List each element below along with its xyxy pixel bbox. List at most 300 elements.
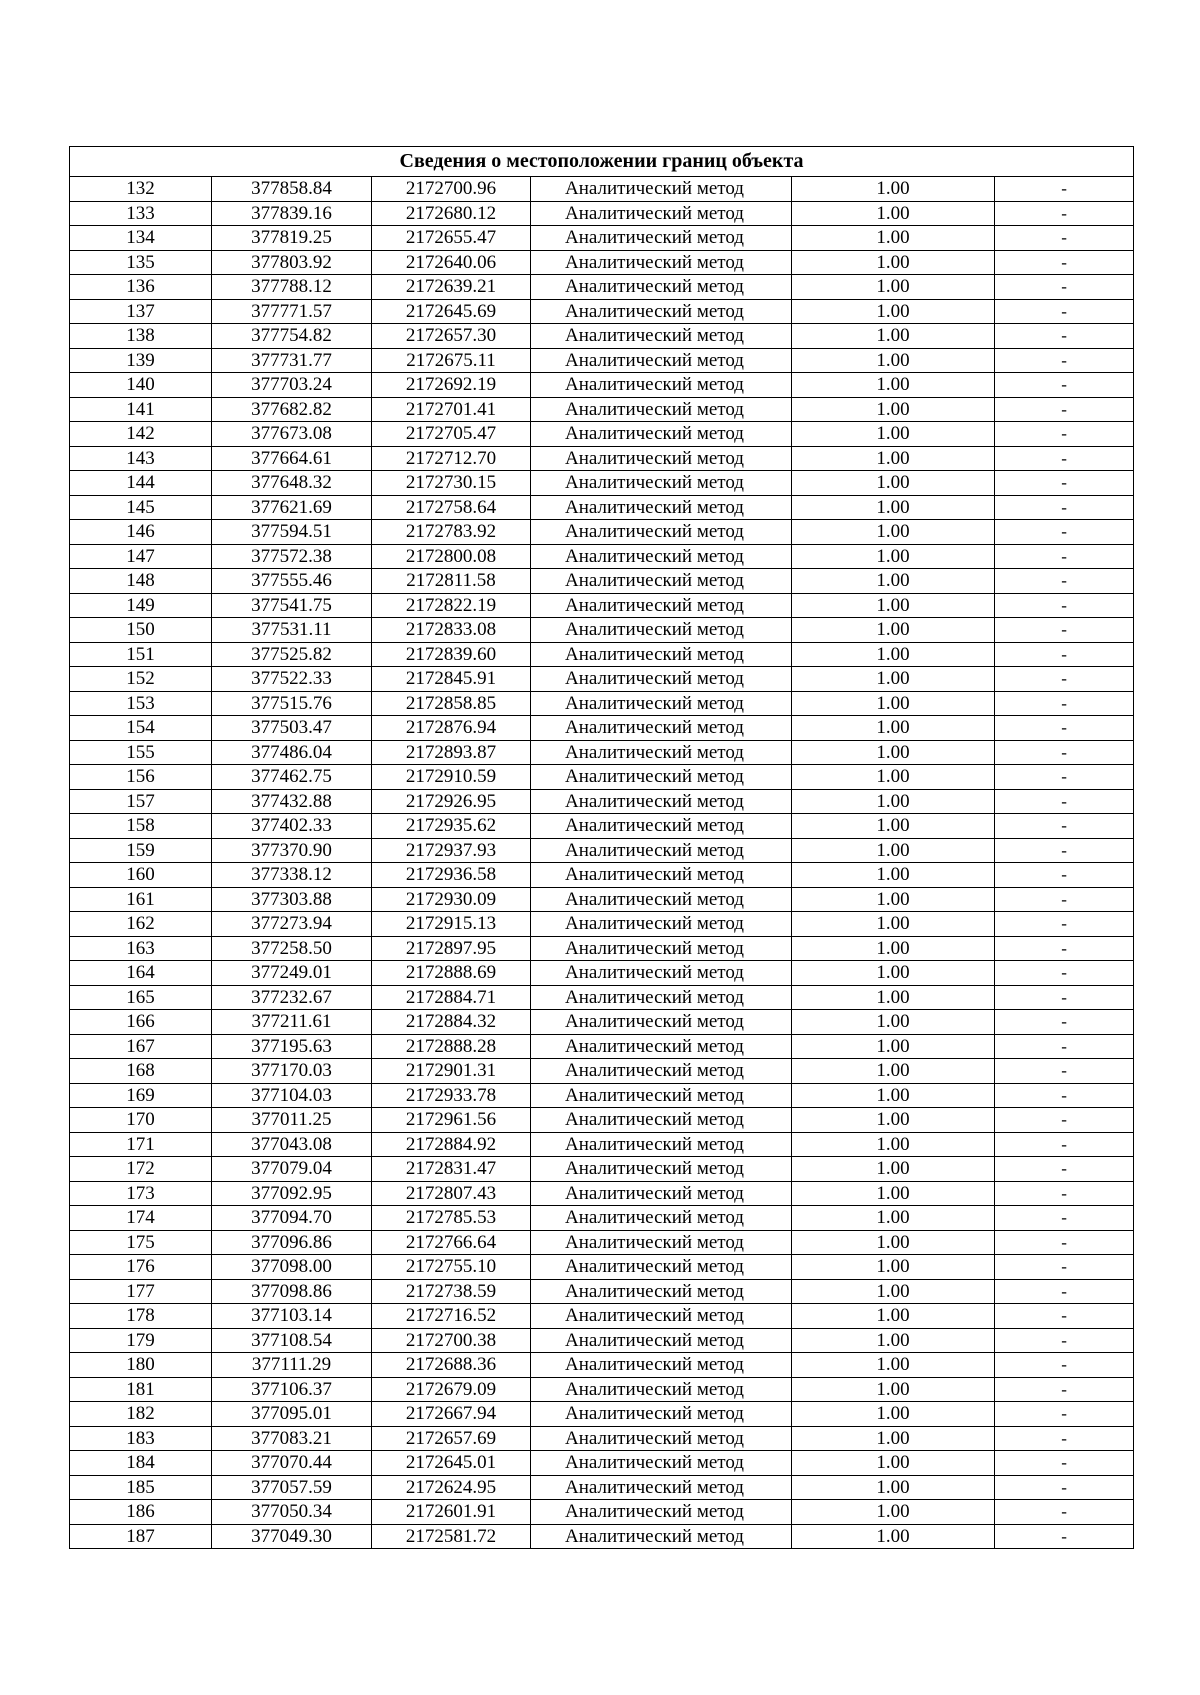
x-coordinate-cell: 377103.14 <box>212 1304 372 1329</box>
y-coordinate-cell: 2172915.13 <box>372 912 531 937</box>
method-cell: Аналитический метод <box>531 1255 792 1280</box>
y-coordinate-cell: 2172581.72 <box>372 1524 531 1549</box>
accuracy-cell: 1.00 <box>792 789 995 814</box>
x-coordinate-cell: 377092.95 <box>212 1181 372 1206</box>
y-coordinate-cell: 2172755.10 <box>372 1255 531 1280</box>
method-cell: Аналитический метод <box>531 1377 792 1402</box>
method-cell: Аналитический метод <box>531 1010 792 1035</box>
table-row <box>70 1108 1134 1133</box>
x-coordinate-cell: 377108.54 <box>212 1328 372 1353</box>
point-number-cell: 185 <box>70 1475 212 1500</box>
method-cell: Аналитический метод <box>531 250 792 275</box>
description-cell: - <box>995 324 1134 349</box>
x-coordinate-cell: 377555.46 <box>212 569 372 594</box>
method-cell: Аналитический метод <box>531 1304 792 1329</box>
method-cell: Аналитический метод <box>531 716 792 741</box>
accuracy-cell: 1.00 <box>792 863 995 888</box>
y-coordinate-cell: 2172701.41 <box>372 397 531 422</box>
accuracy-cell: 1.00 <box>792 985 995 1010</box>
accuracy-cell: 1.00 <box>792 1108 995 1133</box>
y-coordinate-cell: 2172935.62 <box>372 814 531 839</box>
point-number-cell: 175 <box>70 1230 212 1255</box>
description-cell: - <box>995 863 1134 888</box>
method-cell: Аналитический метод <box>531 1157 792 1182</box>
description-cell: - <box>995 740 1134 765</box>
description-cell: - <box>995 814 1134 839</box>
point-number-cell: 162 <box>70 912 212 937</box>
x-coordinate-cell: 377050.34 <box>212 1500 372 1525</box>
point-number-cell: 169 <box>70 1083 212 1108</box>
y-coordinate-cell: 2172926.95 <box>372 789 531 814</box>
x-coordinate-cell: 377664.61 <box>212 446 372 471</box>
accuracy-cell: 1.00 <box>792 912 995 937</box>
x-coordinate-cell: 377232.67 <box>212 985 372 1010</box>
table-row <box>70 177 1134 202</box>
table-row <box>70 299 1134 324</box>
description-cell: - <box>995 299 1134 324</box>
y-coordinate-cell: 2172845.91 <box>372 667 531 692</box>
point-number-cell: 157 <box>70 789 212 814</box>
y-coordinate-cell: 2172712.70 <box>372 446 531 471</box>
accuracy-cell: 1.00 <box>792 1451 995 1476</box>
accuracy-cell: 1.00 <box>792 1279 995 1304</box>
x-coordinate-cell: 377057.59 <box>212 1475 372 1500</box>
table-row <box>70 226 1134 251</box>
description-cell: - <box>995 373 1134 398</box>
method-cell: Аналитический метод <box>531 544 792 569</box>
method-cell: Аналитический метод <box>531 324 792 349</box>
description-cell: - <box>995 1524 1134 1549</box>
description-cell: - <box>995 471 1134 496</box>
accuracy-cell: 1.00 <box>792 716 995 741</box>
method-cell: Аналитический метод <box>531 961 792 986</box>
method-cell: Аналитический метод <box>531 887 792 912</box>
table-row <box>70 348 1134 373</box>
point-number-cell: 187 <box>70 1524 212 1549</box>
x-coordinate-cell: 377771.57 <box>212 299 372 324</box>
description-cell: - <box>995 618 1134 643</box>
x-coordinate-cell: 377594.51 <box>212 520 372 545</box>
x-coordinate-cell: 377839.16 <box>212 201 372 226</box>
x-coordinate-cell: 377522.33 <box>212 667 372 692</box>
point-number-cell: 176 <box>70 1255 212 1280</box>
table-row <box>70 1304 1134 1329</box>
x-coordinate-cell: 377673.08 <box>212 422 372 447</box>
method-cell: Аналитический метод <box>531 1059 792 1084</box>
y-coordinate-cell: 2172657.69 <box>372 1426 531 1451</box>
method-cell: Аналитический метод <box>531 691 792 716</box>
point-number-cell: 184 <box>70 1451 212 1476</box>
method-cell: Аналитический метод <box>531 1034 792 1059</box>
method-cell: Аналитический метод <box>531 1181 792 1206</box>
table-row <box>70 275 1134 300</box>
accuracy-cell: 1.00 <box>792 397 995 422</box>
y-coordinate-cell: 2172700.38 <box>372 1328 531 1353</box>
table-row <box>70 1034 1134 1059</box>
x-coordinate-cell: 377079.04 <box>212 1157 372 1182</box>
x-coordinate-cell: 377195.63 <box>212 1034 372 1059</box>
y-coordinate-cell: 2172961.56 <box>372 1108 531 1133</box>
y-coordinate-cell: 2172910.59 <box>372 765 531 790</box>
y-coordinate-cell: 2172930.09 <box>372 887 531 912</box>
accuracy-cell: 1.00 <box>792 691 995 716</box>
description-cell: - <box>995 1206 1134 1231</box>
table-row <box>70 1230 1134 1255</box>
method-cell: Аналитический метод <box>531 299 792 324</box>
description-cell: - <box>995 936 1134 961</box>
point-number-cell: 168 <box>70 1059 212 1084</box>
accuracy-cell: 1.00 <box>792 1034 995 1059</box>
y-coordinate-cell: 2172858.85 <box>372 691 531 716</box>
table-row <box>70 691 1134 716</box>
description-cell: - <box>995 177 1134 202</box>
y-coordinate-cell: 2172645.69 <box>372 299 531 324</box>
description-cell: - <box>995 1353 1134 1378</box>
accuracy-cell: 1.00 <box>792 642 995 667</box>
method-cell: Аналитический метод <box>531 1132 792 1157</box>
description-cell: - <box>995 422 1134 447</box>
y-coordinate-cell: 2172667.94 <box>372 1402 531 1427</box>
point-number-cell: 177 <box>70 1279 212 1304</box>
method-cell: Аналитический метод <box>531 838 792 863</box>
point-number-cell: 150 <box>70 618 212 643</box>
method-cell: Аналитический метод <box>531 275 792 300</box>
y-coordinate-cell: 2172833.08 <box>372 618 531 643</box>
accuracy-cell: 1.00 <box>792 618 995 643</box>
x-coordinate-cell: 377083.21 <box>212 1426 372 1451</box>
accuracy-cell: 1.00 <box>792 373 995 398</box>
description-cell: - <box>995 716 1134 741</box>
table-row <box>70 814 1134 839</box>
x-coordinate-cell: 377370.90 <box>212 838 372 863</box>
accuracy-cell: 1.00 <box>792 936 995 961</box>
method-cell: Аналитический метод <box>531 397 792 422</box>
accuracy-cell: 1.00 <box>792 544 995 569</box>
accuracy-cell: 1.00 <box>792 1475 995 1500</box>
point-number-cell: 181 <box>70 1377 212 1402</box>
description-cell: - <box>995 1377 1134 1402</box>
x-coordinate-cell: 377070.44 <box>212 1451 372 1476</box>
point-number-cell: 179 <box>70 1328 212 1353</box>
description-cell: - <box>995 1451 1134 1476</box>
description-cell: - <box>995 1083 1134 1108</box>
method-cell: Аналитический метод <box>531 740 792 765</box>
y-coordinate-cell: 2172811.58 <box>372 569 531 594</box>
table-row <box>70 618 1134 643</box>
table-row <box>70 1451 1134 1476</box>
table-title-row <box>70 147 1134 177</box>
y-coordinate-cell: 2172624.95 <box>372 1475 531 1500</box>
x-coordinate-cell: 377682.82 <box>212 397 372 422</box>
x-coordinate-cell: 377096.86 <box>212 1230 372 1255</box>
point-number-cell: 166 <box>70 1010 212 1035</box>
description-cell: - <box>995 569 1134 594</box>
table-row <box>70 1157 1134 1182</box>
method-cell: Аналитический метод <box>531 1206 792 1231</box>
point-number-cell: 160 <box>70 863 212 888</box>
method-cell: Аналитический метод <box>531 520 792 545</box>
description-cell: - <box>995 961 1134 986</box>
point-number-cell: 141 <box>70 397 212 422</box>
table-row <box>70 985 1134 1010</box>
x-coordinate-cell: 377819.25 <box>212 226 372 251</box>
point-number-cell: 145 <box>70 495 212 520</box>
x-coordinate-cell: 377788.12 <box>212 275 372 300</box>
description-cell: - <box>995 1279 1134 1304</box>
x-coordinate-cell: 377098.86 <box>212 1279 372 1304</box>
y-coordinate-cell: 2172738.59 <box>372 1279 531 1304</box>
x-coordinate-cell: 377098.00 <box>212 1255 372 1280</box>
y-coordinate-cell: 2172700.96 <box>372 177 531 202</box>
point-number-cell: 147 <box>70 544 212 569</box>
x-coordinate-cell: 377486.04 <box>212 740 372 765</box>
y-coordinate-cell: 2172888.69 <box>372 961 531 986</box>
x-coordinate-cell: 377432.88 <box>212 789 372 814</box>
method-cell: Аналитический метод <box>531 1402 792 1427</box>
x-coordinate-cell: 377094.70 <box>212 1206 372 1231</box>
accuracy-cell: 1.00 <box>792 838 995 863</box>
x-coordinate-cell: 377503.47 <box>212 716 372 741</box>
x-coordinate-cell: 377572.38 <box>212 544 372 569</box>
description-cell: - <box>995 912 1134 937</box>
description-cell: - <box>995 1010 1134 1035</box>
method-cell: Аналитический метод <box>531 618 792 643</box>
x-coordinate-cell: 377541.75 <box>212 593 372 618</box>
accuracy-cell: 1.00 <box>792 1157 995 1182</box>
x-coordinate-cell: 377170.03 <box>212 1059 372 1084</box>
y-coordinate-cell: 2172640.06 <box>372 250 531 275</box>
point-number-cell: 153 <box>70 691 212 716</box>
method-cell: Аналитический метод <box>531 667 792 692</box>
table-row <box>70 765 1134 790</box>
y-coordinate-cell: 2172893.87 <box>372 740 531 765</box>
method-cell: Аналитический метод <box>531 226 792 251</box>
point-number-cell: 152 <box>70 667 212 692</box>
method-cell: Аналитический метод <box>531 1083 792 1108</box>
table-row <box>70 569 1134 594</box>
point-number-cell: 136 <box>70 275 212 300</box>
method-cell: Аналитический метод <box>531 1353 792 1378</box>
accuracy-cell: 1.00 <box>792 593 995 618</box>
description-cell: - <box>995 1500 1134 1525</box>
table-row <box>70 1132 1134 1157</box>
point-number-cell: 178 <box>70 1304 212 1329</box>
boundary-coordinates-sheet <box>69 146 1133 1549</box>
accuracy-cell: 1.00 <box>792 1010 995 1035</box>
point-number-cell: 172 <box>70 1157 212 1182</box>
description-cell: - <box>995 1402 1134 1427</box>
point-number-cell: 174 <box>70 1206 212 1231</box>
x-coordinate-cell: 377095.01 <box>212 1402 372 1427</box>
description-cell: - <box>995 1328 1134 1353</box>
table-row <box>70 1059 1134 1084</box>
x-coordinate-cell: 377803.92 <box>212 250 372 275</box>
x-coordinate-cell: 377754.82 <box>212 324 372 349</box>
table-row <box>70 838 1134 863</box>
y-coordinate-cell: 2172888.28 <box>372 1034 531 1059</box>
method-cell: Аналитический метод <box>531 789 792 814</box>
y-coordinate-cell: 2172692.19 <box>372 373 531 398</box>
accuracy-cell: 1.00 <box>792 1083 995 1108</box>
table-row <box>70 740 1134 765</box>
description-cell: - <box>995 838 1134 863</box>
y-coordinate-cell: 2172807.43 <box>372 1181 531 1206</box>
method-cell: Аналитический метод <box>531 373 792 398</box>
table-row <box>70 1524 1134 1549</box>
accuracy-cell: 1.00 <box>792 1328 995 1353</box>
description-cell: - <box>995 1426 1134 1451</box>
y-coordinate-cell: 2172730.15 <box>372 471 531 496</box>
table-row <box>70 250 1134 275</box>
table-row <box>70 1377 1134 1402</box>
point-number-cell: 161 <box>70 887 212 912</box>
y-coordinate-cell: 2172675.11 <box>372 348 531 373</box>
accuracy-cell: 1.00 <box>792 1426 995 1451</box>
x-coordinate-cell: 377462.75 <box>212 765 372 790</box>
accuracy-cell: 1.00 <box>792 1500 995 1525</box>
x-coordinate-cell: 377648.32 <box>212 471 372 496</box>
description-cell: - <box>995 1108 1134 1133</box>
y-coordinate-cell: 2172655.47 <box>372 226 531 251</box>
y-coordinate-cell: 2172716.52 <box>372 1304 531 1329</box>
table-row <box>70 1328 1134 1353</box>
method-cell: Аналитический метод <box>531 569 792 594</box>
method-cell: Аналитический метод <box>531 348 792 373</box>
accuracy-cell: 1.00 <box>792 1132 995 1157</box>
table-row <box>70 887 1134 912</box>
table-row <box>70 593 1134 618</box>
description-cell: - <box>995 985 1134 1010</box>
point-number-cell: 142 <box>70 422 212 447</box>
point-number-cell: 134 <box>70 226 212 251</box>
accuracy-cell: 1.00 <box>792 250 995 275</box>
point-number-cell: 171 <box>70 1132 212 1157</box>
description-cell: - <box>995 446 1134 471</box>
method-cell: Аналитический метод <box>531 471 792 496</box>
point-number-cell: 135 <box>70 250 212 275</box>
x-coordinate-cell: 377858.84 <box>212 177 372 202</box>
point-number-cell: 173 <box>70 1181 212 1206</box>
y-coordinate-cell: 2172680.12 <box>372 201 531 226</box>
accuracy-cell: 1.00 <box>792 814 995 839</box>
accuracy-cell: 1.00 <box>792 1255 995 1280</box>
point-number-cell: 186 <box>70 1500 212 1525</box>
accuracy-cell: 1.00 <box>792 1181 995 1206</box>
method-cell: Аналитический метод <box>531 1279 792 1304</box>
accuracy-cell: 1.00 <box>792 471 995 496</box>
point-number-cell: 155 <box>70 740 212 765</box>
y-coordinate-cell: 2172679.09 <box>372 1377 531 1402</box>
table-row <box>70 1083 1134 1108</box>
accuracy-cell: 1.00 <box>792 446 995 471</box>
point-number-cell: 137 <box>70 299 212 324</box>
y-coordinate-cell: 2172936.58 <box>372 863 531 888</box>
method-cell: Аналитический метод <box>531 201 792 226</box>
description-cell: - <box>995 201 1134 226</box>
table-row <box>70 912 1134 937</box>
method-cell: Аналитический метод <box>531 422 792 447</box>
y-coordinate-cell: 2172800.08 <box>372 544 531 569</box>
accuracy-cell: 1.00 <box>792 324 995 349</box>
x-coordinate-cell: 377621.69 <box>212 495 372 520</box>
table-row <box>70 324 1134 349</box>
table-row <box>70 667 1134 692</box>
accuracy-cell: 1.00 <box>792 201 995 226</box>
description-cell: - <box>995 250 1134 275</box>
description-cell: - <box>995 226 1134 251</box>
method-cell: Аналитический метод <box>531 1230 792 1255</box>
y-coordinate-cell: 2172884.32 <box>372 1010 531 1035</box>
y-coordinate-cell: 2172937.93 <box>372 838 531 863</box>
description-cell: - <box>995 544 1134 569</box>
y-coordinate-cell: 2172876.94 <box>372 716 531 741</box>
description-cell: - <box>995 1230 1134 1255</box>
point-number-cell: 158 <box>70 814 212 839</box>
description-cell: - <box>995 495 1134 520</box>
x-coordinate-cell: 377273.94 <box>212 912 372 937</box>
description-cell: - <box>995 1304 1134 1329</box>
x-coordinate-cell: 377106.37 <box>212 1377 372 1402</box>
point-number-cell: 139 <box>70 348 212 373</box>
point-number-cell: 163 <box>70 936 212 961</box>
method-cell: Аналитический метод <box>531 495 792 520</box>
table-row <box>70 1255 1134 1280</box>
method-cell: Аналитический метод <box>531 1451 792 1476</box>
accuracy-cell: 1.00 <box>792 299 995 324</box>
x-coordinate-cell: 377402.33 <box>212 814 372 839</box>
point-number-cell: 144 <box>70 471 212 496</box>
x-coordinate-cell: 377525.82 <box>212 642 372 667</box>
point-number-cell: 140 <box>70 373 212 398</box>
point-number-cell: 159 <box>70 838 212 863</box>
table-row <box>70 471 1134 496</box>
point-number-cell: 154 <box>70 716 212 741</box>
method-cell: Аналитический метод <box>531 593 792 618</box>
accuracy-cell: 1.00 <box>792 1377 995 1402</box>
method-cell: Аналитический метод <box>531 446 792 471</box>
table-row <box>70 397 1134 422</box>
boundary-coordinates-table <box>69 146 1134 1549</box>
table-row <box>70 446 1134 471</box>
point-number-cell: 143 <box>70 446 212 471</box>
accuracy-cell: 1.00 <box>792 1353 995 1378</box>
method-cell: Аналитический метод <box>531 1108 792 1133</box>
description-cell: - <box>995 1132 1134 1157</box>
point-number-cell: 170 <box>70 1108 212 1133</box>
x-coordinate-cell: 377111.29 <box>212 1353 372 1378</box>
table-row <box>70 716 1134 741</box>
accuracy-cell: 1.00 <box>792 422 995 447</box>
description-cell: - <box>995 1034 1134 1059</box>
table-row <box>70 1353 1134 1378</box>
table-row <box>70 936 1134 961</box>
table-row <box>70 1500 1134 1525</box>
x-coordinate-cell: 377049.30 <box>212 1524 372 1549</box>
description-cell: - <box>995 642 1134 667</box>
y-coordinate-cell: 2172783.92 <box>372 520 531 545</box>
description-cell: - <box>995 765 1134 790</box>
accuracy-cell: 1.00 <box>792 1304 995 1329</box>
accuracy-cell: 1.00 <box>792 520 995 545</box>
x-coordinate-cell: 377043.08 <box>212 1132 372 1157</box>
point-number-cell: 132 <box>70 177 212 202</box>
y-coordinate-cell: 2172897.95 <box>372 936 531 961</box>
table-row <box>70 642 1134 667</box>
accuracy-cell: 1.00 <box>792 1206 995 1231</box>
table-row <box>70 495 1134 520</box>
table-title: Сведения о местоположении границ объекта <box>70 147 1134 177</box>
y-coordinate-cell: 2172645.01 <box>372 1451 531 1476</box>
